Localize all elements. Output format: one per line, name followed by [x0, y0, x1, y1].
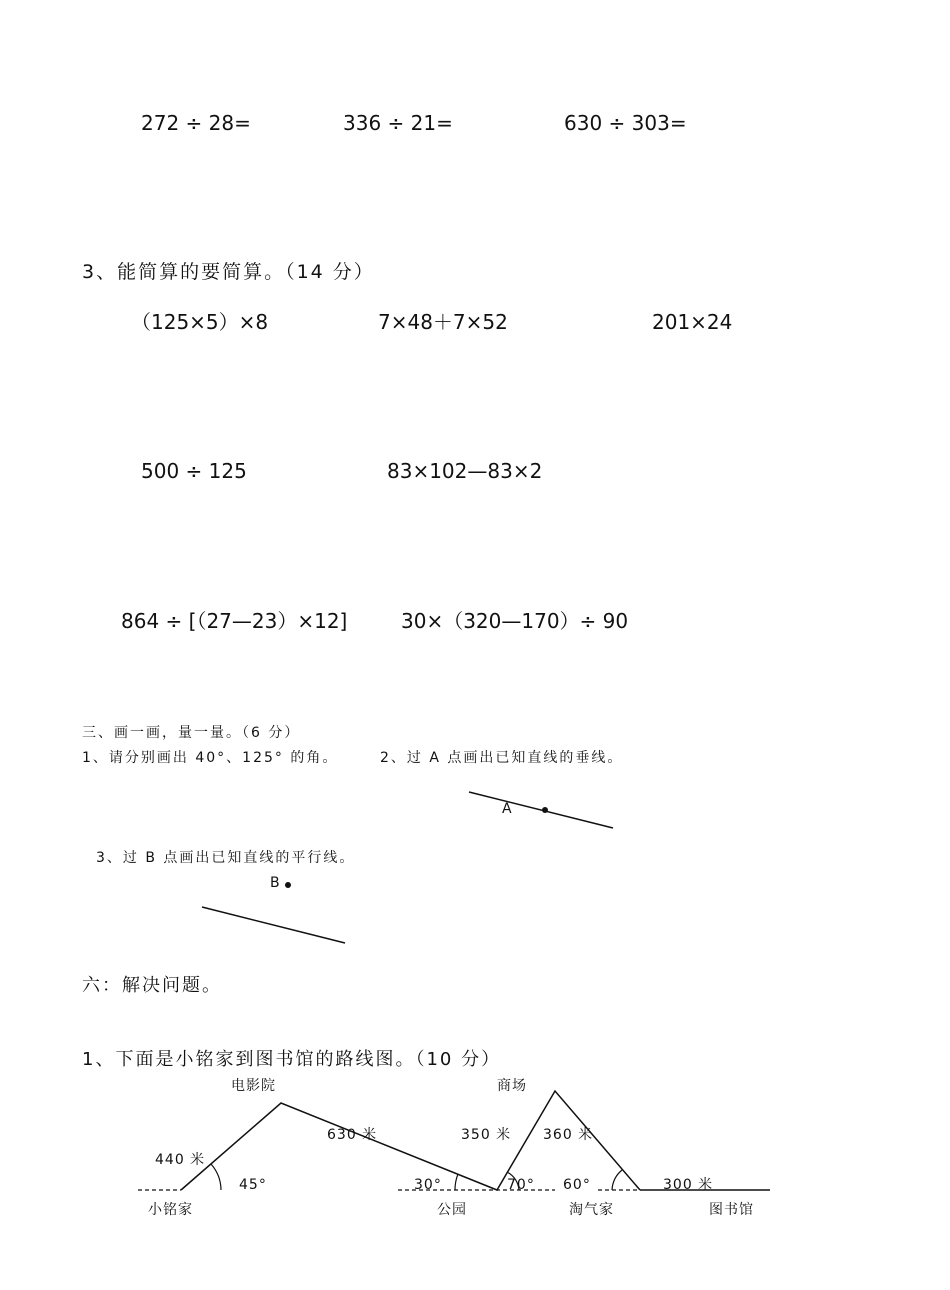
drawing-heading: 三、画一画，量一量。（6 分） — [82, 725, 301, 741]
simplify-expression-2: 7×48＋7×52 — [378, 310, 508, 334]
drawing-question-2: 2、过 A 点画出已知直线的垂线。 — [380, 750, 624, 766]
place-mall: 商场 — [497, 1078, 527, 1094]
distance-mall-taoqi: 360 米 — [543, 1127, 594, 1143]
distance-park-mall: 350 米 — [461, 1127, 512, 1143]
angle-arc-taoqi — [612, 1170, 622, 1190]
drawing-question-1: 1、请分别画出 40°、125° 的角。 — [82, 750, 339, 766]
simplify-expression-1: （125×5）×8 — [131, 310, 269, 334]
problem-1-text: 1、下面是小铭家到图书馆的路线图。（10 分） — [82, 1049, 502, 1070]
division-expression-2: 336 ÷ 21= — [343, 111, 453, 135]
division-expression-3: 630 ÷ 303= — [564, 111, 687, 135]
place-park: 公园 — [437, 1202, 467, 1218]
distance-home-cinema: 440 米 — [155, 1152, 206, 1168]
angle-park-right: 70° — [507, 1177, 535, 1193]
place-cinema: 电影院 — [231, 1078, 276, 1094]
angle-park-left: 30° — [414, 1177, 442, 1193]
problems-heading: 六：解决问题。 — [82, 975, 222, 996]
point-a-label: A — [502, 801, 513, 817]
simplify-expression-3: 201×24 — [652, 310, 733, 334]
simplify-expression-6: 864 ÷ [（27—23）×12] — [121, 609, 348, 633]
division-expression-1: 272 ÷ 28= — [141, 111, 251, 135]
simplify-expression-7: 30×（320—170）÷ 90 — [401, 609, 629, 633]
place-home: 小铭家 — [148, 1202, 193, 1218]
point-b-label: B — [270, 875, 281, 891]
angle-home: 45° — [239, 1177, 267, 1193]
section-3-heading: 3、能简算的要简算。（14 分） — [82, 261, 375, 283]
angle-arc-park-left — [455, 1174, 458, 1190]
simplify-expression-4: 500 ÷ 125 — [141, 459, 247, 483]
angle-taoqi: 60° — [563, 1177, 591, 1193]
distance-taoqi-library: 300 米 — [663, 1177, 714, 1193]
place-taoqi: 淘气家 — [569, 1202, 614, 1218]
simplify-expression-5: 83×102—83×2 — [387, 459, 543, 483]
place-library: 图书馆 — [709, 1202, 754, 1218]
drawing-question-3: 3、过 B 点画出已知直线的平行线。 — [96, 850, 356, 866]
angle-arc-home — [211, 1164, 221, 1190]
distance-cinema-park: 630 米 — [327, 1127, 378, 1143]
